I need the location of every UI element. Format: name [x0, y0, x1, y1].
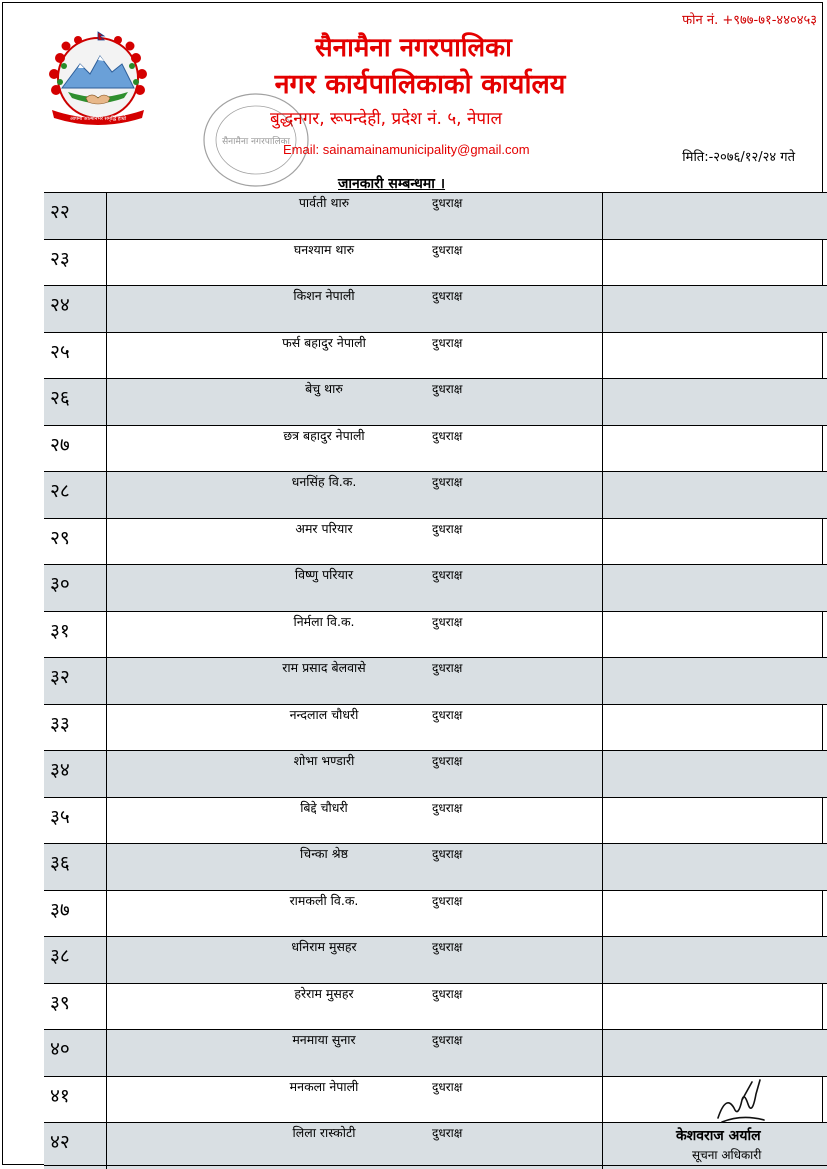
- serial-number: २२: [50, 201, 70, 223]
- table-row: [44, 192, 827, 239]
- serial-number: ३६: [50, 852, 70, 874]
- serial-number: २५: [50, 340, 70, 363]
- column-divider: [602, 193, 603, 239]
- table-row: [44, 518, 827, 565]
- column-divider: [106, 565, 107, 611]
- beneficiary-table: [44, 192, 827, 1169]
- column-divider: [106, 1123, 107, 1169]
- person-name: चिन्का श्रेष्ठ: [300, 846, 348, 861]
- column-divider: [106, 1077, 107, 1123]
- officer-title: सूचना अधिकारी: [692, 1148, 762, 1162]
- place-name: दुधराक्ष: [432, 242, 463, 257]
- phone-number: फोन नं. +९७७-७१-४४०४५३: [682, 13, 817, 28]
- column-divider: [106, 286, 107, 332]
- person-name: किशन नेपाली: [293, 288, 355, 303]
- office-title: नगर कार्यपालिकाको कार्यालय: [274, 69, 566, 100]
- table-row: [44, 425, 827, 472]
- column-divider: [106, 798, 107, 844]
- column-divider: [106, 844, 107, 890]
- column-divider: [106, 1030, 107, 1076]
- table-row: [44, 797, 827, 844]
- table-row: [44, 564, 827, 611]
- table-row: [44, 983, 827, 1030]
- serial-number: ३१: [50, 619, 70, 642]
- person-name: पार्वती थारु: [298, 195, 350, 210]
- column-divider: [106, 333, 107, 379]
- place-name: दुधराक्ष: [432, 986, 463, 1001]
- table-row: [44, 1076, 827, 1123]
- serial-number: ३८: [50, 945, 70, 967]
- place-name: दुधराक्ष: [432, 940, 463, 954]
- serial-number: ३९: [50, 991, 70, 1014]
- serial-number: २४: [50, 294, 70, 316]
- column-divider: [602, 240, 603, 286]
- place-name: दुधराक्ष: [432, 382, 463, 396]
- person-name: मनमाया सुनार: [292, 1032, 356, 1047]
- place-name: दुधराक्ष: [432, 335, 463, 350]
- person-name: विष्णु परियार: [294, 567, 354, 582]
- column-divider: [602, 1030, 603, 1076]
- column-divider: [602, 798, 603, 844]
- place-name: दुधराक्ष: [432, 614, 463, 629]
- column-divider: [602, 751, 603, 797]
- person-name: छत्र बहादुर नेपाली: [283, 427, 365, 443]
- person-name: बिद्दे चौधरी: [300, 799, 348, 815]
- column-divider: [106, 705, 107, 751]
- table-row: [44, 657, 827, 704]
- officer-signature: [712, 1074, 772, 1130]
- column-divider: [602, 705, 603, 751]
- person-name: मनकला नेपाली: [289, 1078, 359, 1094]
- municipality-title: सैनामैना नगरपालिका: [315, 33, 512, 63]
- table-row: [44, 332, 827, 379]
- person-name: धनिराम मुसहर: [291, 939, 357, 954]
- place-name: दुधराक्ष: [432, 800, 463, 815]
- column-divider: [602, 472, 603, 518]
- column-divider: [602, 565, 603, 611]
- column-divider: [602, 1123, 603, 1169]
- serial-number: ४१: [50, 1084, 70, 1107]
- column-divider: [106, 984, 107, 1030]
- serial-number: ३५: [50, 805, 70, 828]
- table-bottom-border: [44, 1165, 827, 1166]
- column-divider: [602, 333, 603, 379]
- column-divider: [106, 193, 107, 239]
- column-divider: [602, 1077, 603, 1123]
- letter-subject: जानकारी सम्बन्धमा ।: [338, 176, 446, 192]
- table-row: [44, 285, 827, 332]
- place-name: दुधराक्ष: [432, 661, 463, 675]
- column-divider: [106, 612, 107, 658]
- person-name: अमर परियार: [295, 520, 353, 536]
- person-name: धनसिंह वि.क.: [291, 474, 357, 489]
- person-name: निर्मला वि.क.: [293, 613, 355, 629]
- person-name: रामकली वि.क.: [289, 892, 359, 908]
- office-address: बुद्धनगर, रूपन्देही, प्रदेश नं. ५, नेपाल: [270, 109, 503, 129]
- column-divider: [602, 937, 603, 983]
- serial-number: ४२: [50, 1131, 70, 1153]
- table-row: [44, 750, 827, 797]
- person-name: घनश्याम थारु: [293, 241, 355, 257]
- serial-number: ३२: [50, 666, 70, 688]
- table-row: [44, 611, 827, 658]
- person-name: शोभा भण्डारी: [293, 753, 355, 768]
- table-row: [44, 704, 827, 751]
- place-name: दुधराक्ष: [432, 893, 463, 908]
- column-divider: [602, 984, 603, 1030]
- person-name: नन्दलाल चौधरी: [289, 706, 359, 722]
- serial-number: २६: [50, 387, 70, 409]
- emblem-caption: आफ्नो आत्मनिर्भर समृद्धि हाम्रो: [69, 116, 127, 122]
- place-name: दुधराक्ष: [432, 707, 463, 722]
- column-divider: [602, 379, 603, 425]
- serial-number: ३७: [50, 898, 70, 921]
- column-divider: [602, 612, 603, 658]
- column-divider: [602, 426, 603, 472]
- person-name: हरेराम मुसहर: [294, 985, 354, 1001]
- letter-date: मिति:-२०७६/१२/२४ गते: [682, 150, 795, 165]
- serial-number: ३३: [50, 712, 70, 735]
- place-name: दुधराक्ष: [432, 847, 463, 861]
- place-name: दुधराक्ष: [432, 1126, 463, 1140]
- column-divider: [106, 891, 107, 937]
- serial-number: ३४: [50, 759, 70, 781]
- person-name: बेचु थारु: [305, 381, 343, 396]
- column-divider: [106, 519, 107, 565]
- column-divider: [106, 472, 107, 518]
- place-name: दुधराक्ष: [432, 754, 463, 768]
- place-name: दुधराक्ष: [432, 289, 463, 303]
- table-row: [44, 1029, 827, 1076]
- column-divider: [602, 891, 603, 937]
- officer-name: केशवराज अर्याल: [676, 1128, 761, 1144]
- place-name: दुधराक्ष: [432, 521, 463, 536]
- column-divider: [602, 519, 603, 565]
- person-name: लिला रास्कोटी: [292, 1125, 356, 1140]
- person-name: फर्स बहादुर नेपाली: [282, 334, 366, 350]
- table-row: [44, 378, 827, 425]
- column-divider: [602, 286, 603, 332]
- serial-number: ३०: [50, 573, 70, 595]
- place-name: दुधराक्ष: [432, 475, 463, 489]
- table-row: [44, 843, 827, 890]
- serial-number: २३: [50, 247, 70, 270]
- column-divider: [106, 751, 107, 797]
- serial-number: ४०: [50, 1038, 70, 1060]
- table-row: [44, 471, 827, 518]
- table-row: [44, 890, 827, 937]
- serial-number: २७: [50, 433, 70, 456]
- column-divider: [106, 240, 107, 286]
- place-name: दुधराक्ष: [432, 428, 463, 443]
- table-row: [44, 936, 827, 983]
- column-divider: [106, 426, 107, 472]
- serial-number: २८: [50, 480, 70, 502]
- place-name: दुधराक्ष: [432, 568, 463, 582]
- column-divider: [106, 937, 107, 983]
- email-address[interactable]: Email: sainamainamunicipality@gmail.com: [283, 142, 530, 157]
- table-row: [44, 239, 827, 286]
- person-name: राम प्रसाद बेलवासे: [282, 660, 366, 675]
- column-divider: [602, 658, 603, 704]
- serial-number: २९: [50, 526, 70, 549]
- place-name: दुधराक्ष: [432, 1033, 463, 1047]
- column-divider: [106, 658, 107, 704]
- column-divider: [602, 844, 603, 890]
- place-name: दुधराक्ष: [432, 196, 463, 210]
- stamp-text: सैनामैना नगरपालिका: [222, 137, 290, 147]
- place-name: दुधराक्ष: [432, 1079, 463, 1094]
- column-divider: [106, 379, 107, 425]
